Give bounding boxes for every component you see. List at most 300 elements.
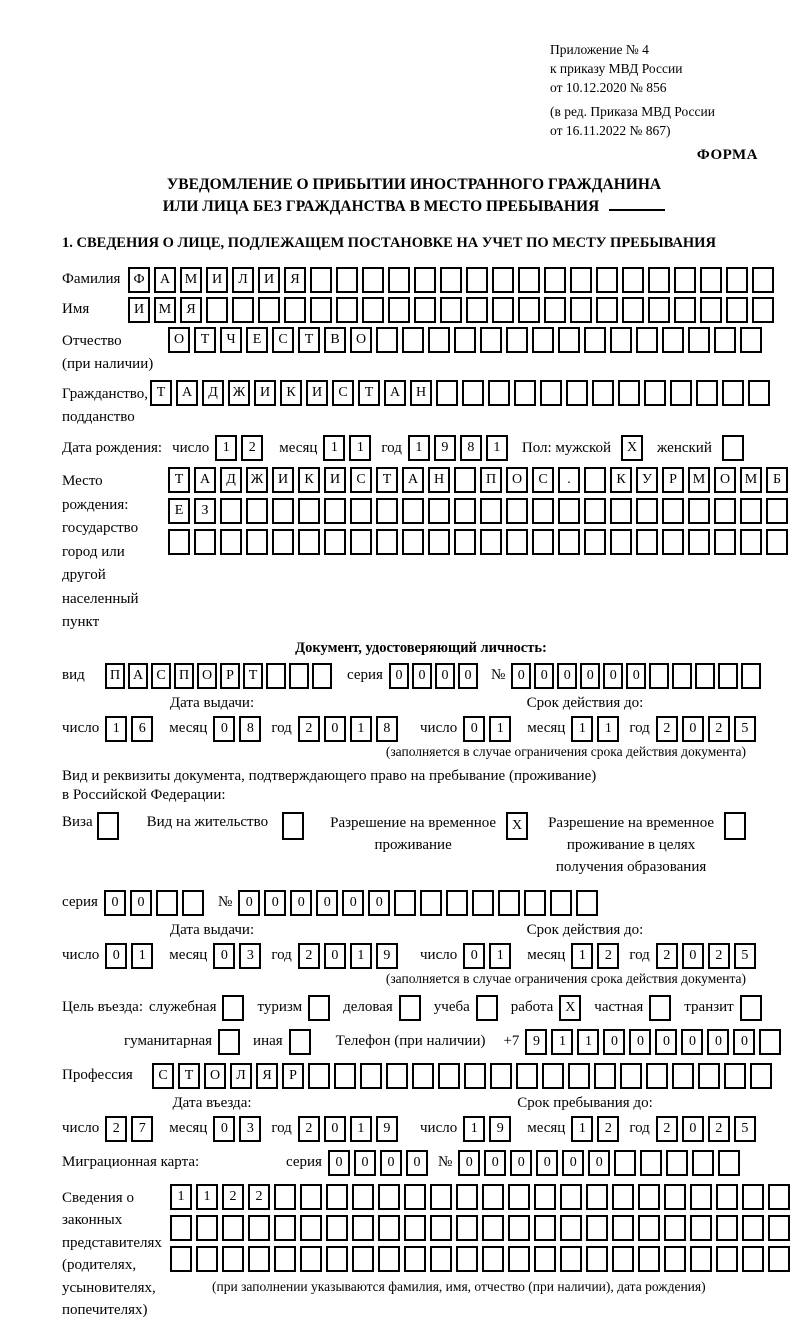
form-cell[interactable]: 0 bbox=[406, 1150, 428, 1176]
form-cell[interactable] bbox=[378, 1184, 400, 1210]
form-cell[interactable]: И bbox=[306, 380, 328, 406]
form-cell[interactable] bbox=[438, 1063, 460, 1089]
form-cell[interactable] bbox=[560, 1184, 582, 1210]
form-cell[interactable]: Р bbox=[662, 467, 684, 493]
form-cell[interactable]: 1 bbox=[105, 716, 127, 742]
form-cell[interactable]: 8 bbox=[460, 435, 482, 461]
form-cell[interactable]: 3 bbox=[239, 1116, 261, 1142]
form-cell[interactable]: О bbox=[168, 327, 190, 353]
form-cell[interactable] bbox=[759, 1029, 781, 1055]
form-cell[interactable] bbox=[610, 529, 632, 555]
form-cell[interactable]: 5 bbox=[734, 1116, 756, 1142]
form-cell[interactable]: 2 bbox=[105, 1116, 127, 1142]
form-cell[interactable]: 1 bbox=[215, 435, 237, 461]
form-cell[interactable]: 0 bbox=[435, 663, 455, 689]
form-cell[interactable] bbox=[558, 529, 580, 555]
form-cell[interactable] bbox=[618, 380, 640, 406]
form-cell[interactable]: 1 bbox=[170, 1184, 192, 1210]
form-cell[interactable]: В bbox=[324, 327, 346, 353]
form-cell[interactable]: С bbox=[532, 467, 554, 493]
form-cell[interactable] bbox=[498, 890, 520, 916]
form-cell[interactable]: 6 bbox=[131, 716, 153, 742]
form-cell[interactable] bbox=[350, 529, 372, 555]
form-cell[interactable]: 2 bbox=[597, 1116, 619, 1142]
form-cell[interactable]: 9 bbox=[489, 1116, 511, 1142]
form-cell[interactable]: 2 bbox=[222, 1184, 244, 1210]
form-cell[interactable]: 0 bbox=[324, 1116, 346, 1142]
form-cell[interactable] bbox=[336, 267, 358, 293]
form-cell[interactable] bbox=[648, 267, 670, 293]
form-cell[interactable] bbox=[456, 1215, 478, 1241]
form-cell[interactable] bbox=[518, 267, 540, 293]
form-cell[interactable] bbox=[752, 297, 774, 323]
form-cell[interactable]: Р bbox=[282, 1063, 304, 1089]
form-cell[interactable]: З bbox=[194, 498, 216, 524]
form-cell[interactable] bbox=[308, 1063, 330, 1089]
purpose-transit-checkbox[interactable] bbox=[740, 995, 762, 1021]
form-cell[interactable] bbox=[430, 1215, 452, 1241]
form-cell[interactable] bbox=[156, 890, 178, 916]
form-cell[interactable]: 2 bbox=[656, 943, 678, 969]
form-cell[interactable] bbox=[300, 1184, 322, 1210]
form-cell[interactable]: 1 bbox=[131, 943, 153, 969]
form-cell[interactable] bbox=[248, 1246, 270, 1272]
form-cell[interactable]: 0 bbox=[213, 1116, 235, 1142]
form-cell[interactable]: Т bbox=[178, 1063, 200, 1089]
form-cell[interactable]: 0 bbox=[681, 1029, 703, 1055]
form-cell[interactable]: А bbox=[128, 663, 148, 689]
form-cell[interactable] bbox=[222, 1246, 244, 1272]
form-cell[interactable] bbox=[464, 1063, 486, 1089]
form-cell[interactable] bbox=[430, 1184, 452, 1210]
form-cell[interactable] bbox=[662, 498, 684, 524]
form-cell[interactable] bbox=[266, 663, 286, 689]
form-cell[interactable]: О bbox=[204, 1063, 226, 1089]
form-cell[interactable] bbox=[542, 1063, 564, 1089]
form-cell[interactable]: И bbox=[324, 467, 346, 493]
purpose-tourism-checkbox[interactable] bbox=[308, 995, 330, 1021]
form-cell[interactable] bbox=[402, 498, 424, 524]
form-cell[interactable] bbox=[750, 1063, 772, 1089]
form-cell[interactable]: Ж bbox=[228, 380, 250, 406]
form-cell[interactable]: Н bbox=[428, 467, 450, 493]
form-cell[interactable] bbox=[352, 1184, 374, 1210]
form-cell[interactable] bbox=[560, 1246, 582, 1272]
form-cell[interactable]: 2 bbox=[298, 1116, 320, 1142]
purpose-private-checkbox[interactable] bbox=[649, 995, 671, 1021]
form-cell[interactable] bbox=[326, 1215, 348, 1241]
form-cell[interactable] bbox=[246, 529, 268, 555]
form-cell[interactable] bbox=[258, 297, 280, 323]
form-cell[interactable]: 0 bbox=[626, 663, 646, 689]
form-cell[interactable] bbox=[586, 1184, 608, 1210]
form-cell[interactable] bbox=[300, 1246, 322, 1272]
form-cell[interactable]: 0 bbox=[324, 716, 346, 742]
form-cell[interactable] bbox=[376, 529, 398, 555]
form-cell[interactable]: 1 bbox=[571, 943, 593, 969]
form-cell[interactable]: 0 bbox=[368, 890, 390, 916]
form-cell[interactable] bbox=[688, 529, 710, 555]
form-cell[interactable]: М bbox=[154, 297, 176, 323]
form-cell[interactable] bbox=[508, 1184, 530, 1210]
form-cell[interactable]: Ч bbox=[220, 327, 242, 353]
temp-residence-edu-checkbox[interactable] bbox=[724, 812, 746, 840]
form-cell[interactable]: 0 bbox=[213, 943, 235, 969]
form-cell[interactable] bbox=[490, 1063, 512, 1089]
form-cell[interactable] bbox=[170, 1215, 192, 1241]
form-cell[interactable] bbox=[674, 267, 696, 293]
form-cell[interactable]: С bbox=[272, 327, 294, 353]
form-cell[interactable]: 1 bbox=[571, 1116, 593, 1142]
form-cell[interactable] bbox=[462, 380, 484, 406]
form-cell[interactable] bbox=[534, 1184, 556, 1210]
form-cell[interactable] bbox=[576, 890, 598, 916]
form-cell[interactable]: 0 bbox=[264, 890, 286, 916]
form-cell[interactable]: О bbox=[506, 467, 528, 493]
form-cell[interactable] bbox=[274, 1246, 296, 1272]
form-cell[interactable] bbox=[664, 1184, 686, 1210]
form-cell[interactable]: 2 bbox=[298, 943, 320, 969]
form-cell[interactable] bbox=[532, 529, 554, 555]
form-cell[interactable] bbox=[428, 529, 450, 555]
form-cell[interactable]: Л bbox=[230, 1063, 252, 1089]
form-cell[interactable] bbox=[310, 267, 332, 293]
form-cell[interactable] bbox=[414, 267, 436, 293]
form-cell[interactable]: 0 bbox=[562, 1150, 584, 1176]
form-cell[interactable] bbox=[430, 1246, 452, 1272]
form-cell[interactable] bbox=[612, 1246, 634, 1272]
form-cell[interactable]: 0 bbox=[389, 663, 409, 689]
form-cell[interactable] bbox=[352, 1215, 374, 1241]
form-cell[interactable]: 0 bbox=[463, 943, 485, 969]
form-cell[interactable]: 0 bbox=[458, 663, 478, 689]
form-cell[interactable]: . bbox=[558, 467, 580, 493]
form-cell[interactable] bbox=[594, 1063, 616, 1089]
form-cell[interactable] bbox=[310, 297, 332, 323]
form-cell[interactable] bbox=[182, 890, 204, 916]
form-cell[interactable]: М bbox=[740, 467, 762, 493]
form-cell[interactable] bbox=[480, 498, 502, 524]
form-cell[interactable] bbox=[768, 1184, 790, 1210]
form-cell[interactable] bbox=[466, 297, 488, 323]
form-cell[interactable]: П bbox=[105, 663, 125, 689]
form-cell[interactable]: 0 bbox=[733, 1029, 755, 1055]
form-cell[interactable] bbox=[428, 498, 450, 524]
form-cell[interactable]: О bbox=[350, 327, 372, 353]
form-cell[interactable] bbox=[220, 529, 242, 555]
form-cell[interactable]: П bbox=[480, 467, 502, 493]
form-cell[interactable]: 2 bbox=[656, 716, 678, 742]
form-cell[interactable] bbox=[716, 1215, 738, 1241]
form-cell[interactable]: 9 bbox=[434, 435, 456, 461]
form-cell[interactable] bbox=[324, 498, 346, 524]
form-cell[interactable] bbox=[532, 327, 554, 353]
form-cell[interactable] bbox=[695, 663, 715, 689]
form-cell[interactable]: 0 bbox=[463, 716, 485, 742]
form-cell[interactable] bbox=[696, 380, 718, 406]
purpose-business-checkbox[interactable] bbox=[222, 995, 244, 1021]
form-cell[interactable] bbox=[638, 1246, 660, 1272]
form-cell[interactable]: 1 bbox=[349, 435, 371, 461]
form-cell[interactable] bbox=[768, 1246, 790, 1272]
form-cell[interactable] bbox=[454, 529, 476, 555]
form-cell[interactable] bbox=[350, 498, 372, 524]
form-cell[interactable] bbox=[740, 327, 762, 353]
form-cell[interactable] bbox=[716, 1184, 738, 1210]
form-cell[interactable] bbox=[534, 1246, 556, 1272]
form-cell[interactable] bbox=[714, 529, 736, 555]
form-cell[interactable] bbox=[592, 380, 614, 406]
form-cell[interactable] bbox=[724, 1063, 746, 1089]
form-cell[interactable] bbox=[690, 1215, 712, 1241]
form-cell[interactable]: 0 bbox=[316, 890, 338, 916]
form-cell[interactable] bbox=[300, 1215, 322, 1241]
form-cell[interactable] bbox=[196, 1215, 218, 1241]
form-cell[interactable]: А bbox=[402, 467, 424, 493]
form-cell[interactable] bbox=[532, 498, 554, 524]
form-cell[interactable]: 2 bbox=[241, 435, 263, 461]
purpose-other-checkbox[interactable] bbox=[289, 1029, 311, 1055]
form-cell[interactable] bbox=[248, 1215, 270, 1241]
form-cell[interactable]: Т bbox=[298, 327, 320, 353]
form-cell[interactable] bbox=[362, 297, 384, 323]
form-cell[interactable]: А bbox=[154, 267, 176, 293]
form-cell[interactable] bbox=[324, 529, 346, 555]
form-cell[interactable]: 1 bbox=[463, 1116, 485, 1142]
form-cell[interactable]: Д bbox=[220, 467, 242, 493]
form-cell[interactable] bbox=[454, 467, 476, 493]
form-cell[interactable] bbox=[508, 1215, 530, 1241]
form-cell[interactable] bbox=[514, 380, 536, 406]
form-cell[interactable]: С bbox=[332, 380, 354, 406]
form-cell[interactable] bbox=[740, 498, 762, 524]
form-cell[interactable] bbox=[326, 1184, 348, 1210]
form-cell[interactable] bbox=[646, 1063, 668, 1089]
form-cell[interactable]: 0 bbox=[536, 1150, 558, 1176]
form-cell[interactable] bbox=[584, 467, 606, 493]
form-cell[interactable] bbox=[612, 1184, 634, 1210]
form-cell[interactable] bbox=[466, 267, 488, 293]
form-cell[interactable]: Т bbox=[168, 467, 190, 493]
form-cell[interactable] bbox=[402, 327, 424, 353]
form-cell[interactable] bbox=[766, 529, 788, 555]
form-cell[interactable] bbox=[674, 297, 696, 323]
form-cell[interactable] bbox=[742, 1184, 764, 1210]
form-cell[interactable] bbox=[518, 297, 540, 323]
form-cell[interactable]: П bbox=[174, 663, 194, 689]
form-cell[interactable] bbox=[206, 297, 228, 323]
form-cell[interactable]: 1 bbox=[571, 716, 593, 742]
form-cell[interactable]: 0 bbox=[342, 890, 364, 916]
form-cell[interactable] bbox=[672, 663, 692, 689]
form-cell[interactable] bbox=[596, 267, 618, 293]
form-cell[interactable]: 7 bbox=[131, 1116, 153, 1142]
form-cell[interactable] bbox=[664, 1215, 686, 1241]
form-cell[interactable] bbox=[436, 380, 458, 406]
form-cell[interactable] bbox=[456, 1246, 478, 1272]
form-cell[interactable] bbox=[688, 498, 710, 524]
form-cell[interactable] bbox=[544, 267, 566, 293]
form-cell[interactable] bbox=[718, 1150, 740, 1176]
form-cell[interactable]: 2 bbox=[708, 716, 730, 742]
form-cell[interactable] bbox=[492, 267, 514, 293]
form-cell[interactable] bbox=[766, 498, 788, 524]
form-cell[interactable]: С bbox=[151, 663, 171, 689]
form-cell[interactable]: К bbox=[610, 467, 632, 493]
form-cell[interactable]: Я bbox=[256, 1063, 278, 1089]
form-cell[interactable] bbox=[482, 1246, 504, 1272]
form-cell[interactable] bbox=[622, 267, 644, 293]
form-cell[interactable]: О bbox=[197, 663, 217, 689]
form-cell[interactable] bbox=[220, 498, 242, 524]
form-cell[interactable]: 8 bbox=[376, 716, 398, 742]
form-cell[interactable] bbox=[404, 1184, 426, 1210]
form-cell[interactable]: 0 bbox=[682, 1116, 704, 1142]
form-cell[interactable] bbox=[194, 529, 216, 555]
form-cell[interactable]: 0 bbox=[588, 1150, 610, 1176]
form-cell[interactable] bbox=[612, 1215, 634, 1241]
form-cell[interactable]: 1 bbox=[489, 943, 511, 969]
form-cell[interactable]: 0 bbox=[534, 663, 554, 689]
form-cell[interactable] bbox=[614, 1150, 636, 1176]
form-cell[interactable] bbox=[662, 327, 684, 353]
form-cell[interactable]: 2 bbox=[248, 1184, 270, 1210]
form-cell[interactable]: С bbox=[350, 467, 372, 493]
form-cell[interactable]: Т bbox=[376, 467, 398, 493]
form-cell[interactable]: М bbox=[688, 467, 710, 493]
residence-permit-checkbox[interactable] bbox=[282, 812, 304, 840]
form-cell[interactable]: 2 bbox=[708, 1116, 730, 1142]
form-cell[interactable] bbox=[742, 1246, 764, 1272]
form-cell[interactable]: И bbox=[258, 267, 280, 293]
form-cell[interactable] bbox=[568, 1063, 590, 1089]
form-cell[interactable] bbox=[560, 1215, 582, 1241]
form-cell[interactable]: 0 bbox=[603, 1029, 625, 1055]
form-cell[interactable] bbox=[610, 327, 632, 353]
form-cell[interactable]: К bbox=[298, 467, 320, 493]
form-cell[interactable] bbox=[558, 327, 580, 353]
form-cell[interactable] bbox=[289, 663, 309, 689]
form-cell[interactable] bbox=[376, 498, 398, 524]
form-cell[interactable] bbox=[726, 297, 748, 323]
form-cell[interactable] bbox=[274, 1215, 296, 1241]
form-cell[interactable]: 0 bbox=[458, 1150, 480, 1176]
form-cell[interactable] bbox=[404, 1215, 426, 1241]
form-cell[interactable] bbox=[334, 1063, 356, 1089]
form-cell[interactable]: 5 bbox=[734, 943, 756, 969]
form-cell[interactable]: 1 bbox=[486, 435, 508, 461]
form-cell[interactable]: 1 bbox=[350, 1116, 372, 1142]
form-cell[interactable] bbox=[584, 529, 606, 555]
form-cell[interactable] bbox=[596, 297, 618, 323]
form-cell[interactable] bbox=[246, 498, 268, 524]
form-cell[interactable] bbox=[752, 267, 774, 293]
form-cell[interactable] bbox=[336, 297, 358, 323]
form-cell[interactable] bbox=[718, 663, 738, 689]
purpose-work-checkbox[interactable]: X bbox=[559, 995, 581, 1021]
form-cell[interactable] bbox=[768, 1215, 790, 1241]
form-cell[interactable]: К bbox=[280, 380, 302, 406]
form-cell[interactable] bbox=[644, 380, 666, 406]
form-cell[interactable]: 0 bbox=[412, 663, 432, 689]
form-cell[interactable] bbox=[516, 1063, 538, 1089]
form-cell[interactable] bbox=[480, 327, 502, 353]
form-cell[interactable] bbox=[388, 267, 410, 293]
form-cell[interactable] bbox=[672, 1063, 694, 1089]
form-cell[interactable] bbox=[168, 529, 190, 555]
form-cell[interactable] bbox=[352, 1246, 374, 1272]
form-cell[interactable]: Л bbox=[232, 267, 254, 293]
form-cell[interactable]: Я bbox=[284, 267, 306, 293]
form-cell[interactable] bbox=[196, 1246, 218, 1272]
form-cell[interactable]: 0 bbox=[380, 1150, 402, 1176]
form-cell[interactable] bbox=[558, 498, 580, 524]
form-cell[interactable] bbox=[688, 327, 710, 353]
form-cell[interactable] bbox=[640, 1150, 662, 1176]
form-cell[interactable] bbox=[272, 498, 294, 524]
form-cell[interactable]: 5 bbox=[734, 716, 756, 742]
form-cell[interactable] bbox=[648, 297, 670, 323]
form-cell[interactable] bbox=[394, 890, 416, 916]
form-cell[interactable]: Т bbox=[243, 663, 263, 689]
form-cell[interactable]: Я bbox=[180, 297, 202, 323]
form-cell[interactable]: 0 bbox=[707, 1029, 729, 1055]
form-cell[interactable] bbox=[638, 1215, 660, 1241]
form-cell[interactable]: М bbox=[180, 267, 202, 293]
form-cell[interactable]: Т bbox=[194, 327, 216, 353]
form-cell[interactable]: И bbox=[206, 267, 228, 293]
form-cell[interactable]: Ф bbox=[128, 267, 150, 293]
form-cell[interactable] bbox=[446, 890, 468, 916]
form-cell[interactable] bbox=[428, 327, 450, 353]
form-cell[interactable]: Д bbox=[202, 380, 224, 406]
form-cell[interactable] bbox=[636, 327, 658, 353]
form-cell[interactable] bbox=[222, 1215, 244, 1241]
form-cell[interactable] bbox=[700, 297, 722, 323]
form-cell[interactable] bbox=[454, 327, 476, 353]
form-cell[interactable] bbox=[584, 498, 606, 524]
form-cell[interactable]: 1 bbox=[597, 716, 619, 742]
form-cell[interactable] bbox=[284, 297, 306, 323]
form-cell[interactable]: А bbox=[384, 380, 406, 406]
form-cell[interactable] bbox=[670, 380, 692, 406]
form-cell[interactable]: 0 bbox=[324, 943, 346, 969]
form-cell[interactable] bbox=[456, 1184, 478, 1210]
form-cell[interactable]: 0 bbox=[682, 943, 704, 969]
form-cell[interactable] bbox=[690, 1184, 712, 1210]
form-cell[interactable] bbox=[440, 267, 462, 293]
form-cell[interactable] bbox=[420, 890, 442, 916]
purpose-study-checkbox[interactable] bbox=[476, 995, 498, 1021]
form-cell[interactable]: 1 bbox=[350, 716, 372, 742]
temp-residence-checkbox[interactable]: X bbox=[506, 812, 528, 840]
form-cell[interactable]: 0 bbox=[354, 1150, 376, 1176]
form-cell[interactable] bbox=[362, 267, 384, 293]
form-cell[interactable] bbox=[636, 529, 658, 555]
form-cell[interactable]: 0 bbox=[629, 1029, 651, 1055]
form-cell[interactable] bbox=[741, 663, 761, 689]
form-cell[interactable] bbox=[170, 1246, 192, 1272]
form-cell[interactable]: 1 bbox=[196, 1184, 218, 1210]
form-cell[interactable] bbox=[232, 297, 254, 323]
form-cell[interactable]: 2 bbox=[298, 716, 320, 742]
form-cell[interactable]: 0 bbox=[511, 663, 531, 689]
form-cell[interactable] bbox=[698, 1063, 720, 1089]
form-cell[interactable]: 1 bbox=[350, 943, 372, 969]
form-cell[interactable]: 0 bbox=[130, 890, 152, 916]
form-cell[interactable] bbox=[740, 529, 762, 555]
form-cell[interactable] bbox=[610, 498, 632, 524]
